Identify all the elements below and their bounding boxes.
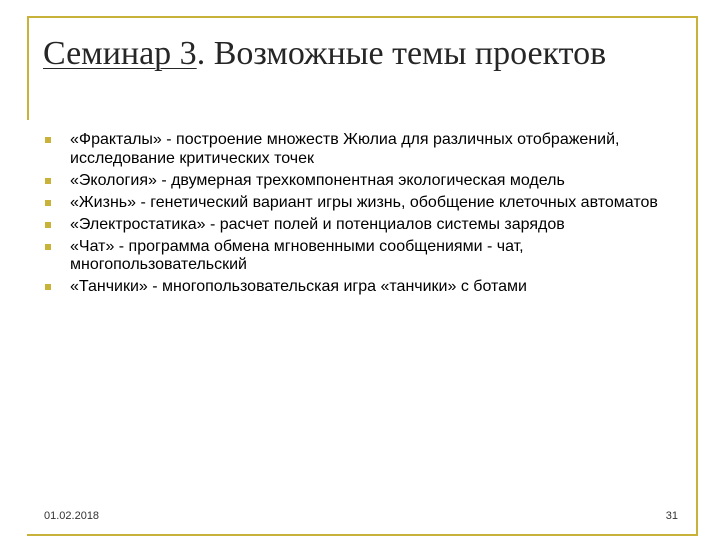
- bullet-item-fractals: [44, 131, 664, 168]
- square-bullet-icon: [45, 178, 51, 184]
- frame-bottom-line: [27, 534, 698, 536]
- bullet-text: «Электростатика» - расчет полей и потенциалов системы зарядов: [70, 215, 565, 233]
- title-rest: . Возможные темы проектов: [196, 35, 607, 72]
- bullet-list: [44, 131, 664, 300]
- square-bullet-icon: [45, 284, 51, 290]
- bullet-text: «Фракталы» - построение множеств Жюлиа для различных отображений, исследование критических точек: [70, 131, 620, 167]
- bullet-item-chat: [44, 238, 664, 275]
- slide-title: [43, 30, 643, 77]
- frame-right-line: [696, 16, 698, 536]
- bullet-text: «Экология» - двумерная трехкомпонентная экологическая модель: [70, 171, 565, 189]
- bullet-text: «Чат» - программа обмена мгновенными сообщениями - чат, многопользовательский: [70, 237, 524, 273]
- bullet-item-life: [44, 194, 664, 213]
- bullet-item-electrostatics: [44, 216, 664, 235]
- footer-date: 01.02.2018: [44, 510, 100, 522]
- frame-top-line: [27, 16, 698, 18]
- square-bullet-icon: [45, 244, 51, 250]
- title-seminar: Семинар 3: [43, 35, 197, 72]
- frame-left-line: [27, 16, 29, 120]
- square-bullet-icon: [45, 200, 51, 206]
- bullet-item-ecology: [44, 172, 664, 191]
- bullet-text: «Жизнь» - генетический вариант игры жизнь, обобщение клеточных автоматов: [70, 193, 658, 211]
- bullet-text: «Танчики» - многопользовательская игра «танчики» с ботами: [70, 278, 527, 295]
- square-bullet-icon: [45, 222, 51, 228]
- square-bullet-icon: [45, 137, 51, 143]
- bullet-item-tanks: [44, 278, 664, 297]
- page-number: 31: [665, 510, 678, 522]
